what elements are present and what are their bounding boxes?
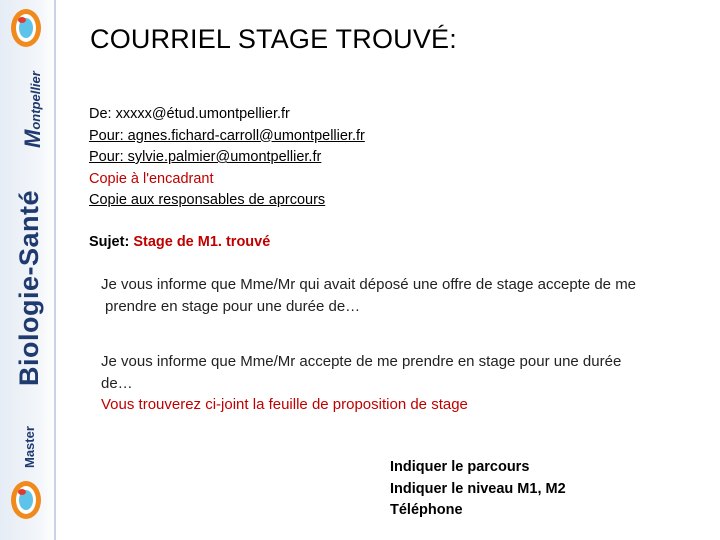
email-headers: [89, 104, 365, 212]
body-paragraph: [101, 351, 701, 416]
body-text: Je vous informe que Mme/Mr accepte de me prendre en stage pour une durée: [101, 353, 622, 370]
attachment-note: Vous trouverez ci-joint la feuille de proposition de stage: [101, 396, 468, 413]
subject-value: Stage de M1. trouvé: [133, 234, 271, 250]
degree-label: Master: [22, 426, 37, 468]
to-line[interactable]: Pour: agnes.fichard-carroll@umontpellier.fr: [89, 127, 365, 144]
university-wordmark: Montpellier: [20, 71, 45, 148]
signature-line: Indiquer le niveau M1, M2: [390, 480, 566, 497]
body-text: Je vous informe que Mme/Mr qui avait déposé une offre de stage accepte de me: [101, 276, 637, 293]
sidebar-divider: [54, 0, 56, 540]
subject-label: Sujet:: [89, 234, 130, 250]
sidebar-branding: [0, 0, 56, 540]
signature-line: Téléphone: [390, 502, 463, 518]
program-label: Biologie-Santé: [14, 189, 44, 386]
body-text: de…: [101, 374, 133, 392]
subject-line: [89, 234, 270, 250]
signature-block: [390, 457, 566, 522]
um-logo-icon: [8, 478, 44, 522]
from-line: De: xxxxx@étud.umontpellier.fr: [89, 106, 290, 122]
to-line[interactable]: Pour: sylvie.palmier@umontpellier.fr: [89, 149, 322, 165]
body-text: prendre en stage pour une durée de…: [105, 297, 361, 315]
body-paragraph: [101, 274, 701, 317]
cc-line[interactable]: Copie aux responsables de aprcours: [89, 192, 326, 208]
signature-line: Indiquer le parcours: [390, 459, 530, 475]
um-logo-icon: [8, 6, 44, 50]
cc-line: Copie à l'encadrant: [89, 170, 214, 187]
page-title: COURRIEL STAGE TROUVÉ:: [90, 24, 457, 54]
